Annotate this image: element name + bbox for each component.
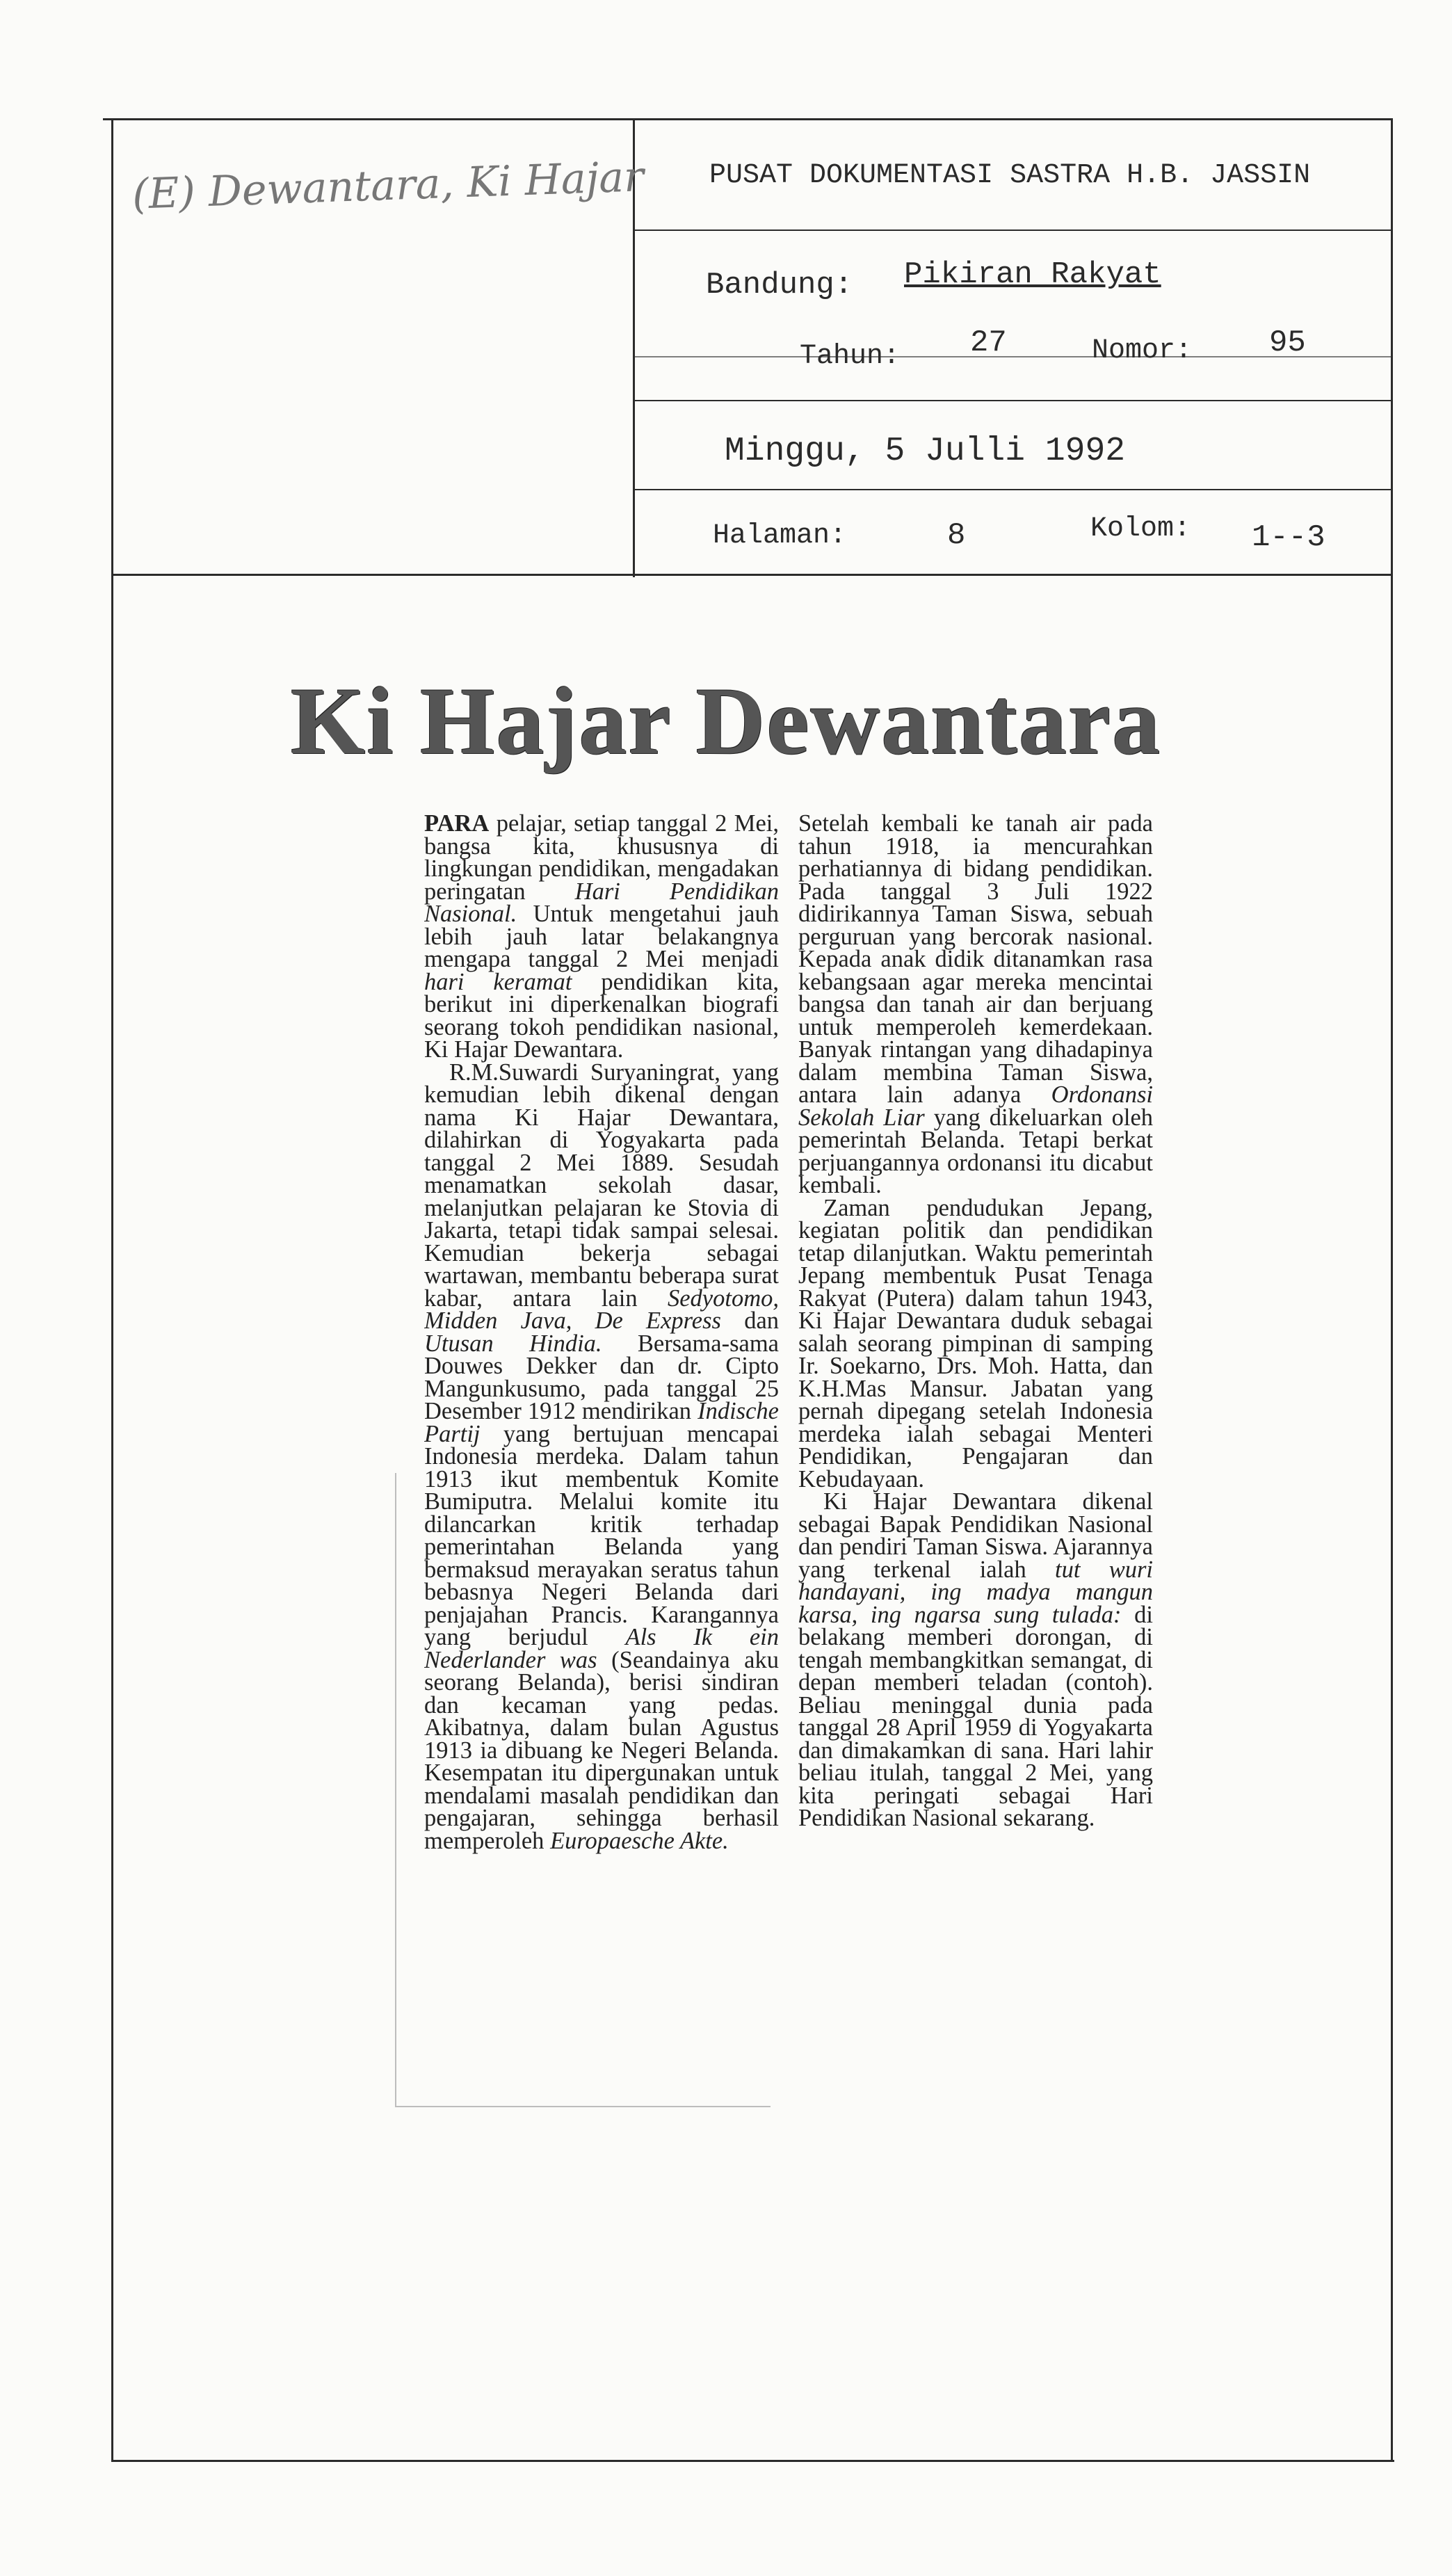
text-italic: hari keramat — [424, 968, 572, 995]
text: Bersama-sama Douwes Dekker dan dr. Cipto Mangunkusumo, pada tanggal 25 Desember 1912 mendirikan — [424, 1330, 779, 1424]
frame-left-line — [111, 118, 113, 2462]
text: Untuk mengetahui jauh lebih jauh latar belakangnya mengapa tanggal 2 Mei menjadi — [424, 901, 779, 972]
text-italic: Utusan Hindia. — [424, 1330, 602, 1357]
text-italic: Sedyotomo, Midden Java, De Express — [424, 1285, 779, 1334]
frame-right-line — [1391, 118, 1393, 2462]
nomor-label: Nomor: — [1092, 335, 1193, 367]
text: dan — [744, 1307, 779, 1334]
kolom-value: 1--3 — [1252, 520, 1325, 555]
header-row-line-3 — [633, 489, 1393, 490]
text-italic: Europaesche Akte. — [550, 1827, 729, 1854]
paragraph — [798, 1490, 1153, 1830]
text: yang bertujuan mencapai Indonesia merdeka. Dalam tahun 1913 ikut membentuk Komite Bumiputra. Melalui komite itu dilancarkan kritik terhadap pemerintahan Belanda yang bermaksud merayakan seratus tahun bebasnya Negeri Belanda dari penjajahan Prancis. Karangannya yang berjudul — [424, 1420, 779, 1650]
text: yang dikeluarkan oleh pemerintah Belanda. Tetapi berkat perjuangannya ordonansi itu dicabut kembali. — [798, 1104, 1153, 1198]
article-title: Ki Hajar Dewantara — [290, 668, 1162, 774]
paragraph — [798, 812, 1153, 1197]
lead-word: PARA — [424, 812, 490, 837]
halaman-label: Halaman: — [713, 520, 847, 552]
halaman-value: 8 — [947, 518, 966, 553]
text-italic: Hari Pendidikan Nasional. — [424, 878, 779, 927]
nomor-value: 95 — [1269, 325, 1306, 360]
text: Setelah kembali ke tanah air pada tahun 1918, ia mencurahkan perhatiannya di bidang pendidikan. Pada tanggal 3 Juli 1922 didirikannya Taman Siswa, sebuah perguruan yang bercorak nasional. Kepada anak didik ditanamkan rasa kebangsaan agar mereka mencintai bangsa dan tanah air dan berjuang untuk memperoleh kemerdekaan. Banyak rintangan yang dihadapinya dalam membina Taman Siswa, antara lain adanya — [798, 812, 1153, 1108]
text: (Seandainya aku seorang Belanda), berisi sindiran dan kecaman yang pedas. Akibatnya, dalam bulan Agustus 1913 ia dibuang ke Negeri Belanda. Kesempatan itu dipergunakan untuk mendalami masalah pendidikan dan pengajaran, sehingga berhasil memperoleh — [424, 1646, 779, 1854]
paragraph — [424, 812, 779, 1061]
paragraph — [424, 1058, 779, 1854]
frame-top-line — [103, 118, 1393, 120]
text: Zaman pendudukan Jepang, kegiatan politik dan pendidikan tetap dilanjutkan. Waktu pemerintah Jepang membentuk Pusat Tenaga Rakyat (Putera) dalam tahun 1943, Ki Hajar Dewantara duduk sebagai salah seorang pimpinan di samping Ir. Soekarno, Drs. Moh. Hatta, dan K.H.Mas Mansur. Jabatan yang pernah dipegang setelah Indonesia merdeka ialah sebagai Menteri Pendidikan, Pengajaran dan Kebudayaan. — [798, 1194, 1153, 1492]
tahun-label: Tahun: — [800, 341, 901, 372]
handwritten-catalog-note: (E) Dewantara, Ki Hajar — [131, 152, 645, 219]
clipping-left-edge — [395, 1473, 396, 2106]
frame-bottom-line — [111, 2460, 1394, 2462]
publication-date: Minggu, 5 Julli 1992 — [725, 433, 1126, 470]
text-italic: Ordonansi Sekolah Liar — [798, 1081, 1153, 1131]
kolom-label: Kolom: — [1090, 513, 1191, 545]
newspaper-name: Pikiran Rakyat — [904, 257, 1161, 292]
tahun-value: 27 — [970, 325, 1007, 360]
city-label: Bandung: — [706, 268, 853, 303]
article-column-2 — [798, 812, 1153, 2113]
text: di belakang memberi dorongan, di tengah membangkitkan semangat, di depan memberi teladan (contoh). Beliau meninggal dunia pada tanggal 28 April 1959 di Yogyakarta dan dimakamkan di sana. Hari lahir beliau itulah, tanggal 2 Mei, yang kita peringati sebagai Hari Pendidikan Nasional sekarang. — [798, 1601, 1153, 1831]
article-column-1 — [424, 812, 779, 2113]
header-row-line-2 — [633, 400, 1393, 401]
text-italic: Indische Partij — [424, 1398, 779, 1447]
text: pelajar, setiap tanggal 2 Mei, bangsa kita, khususnya di lingkungan pendidikan, mengadakan peringatan — [424, 812, 779, 905]
paragraph — [798, 1194, 1153, 1492]
text: Ki Hajar Dewantara dikenal sebagai Bapak Pendidikan Nasional dan pendiri Taman Siswa. Ajarannya yang terkenal ialah — [798, 1488, 1153, 1583]
archive-center-name: PUSAT DOKUMENTASI SASTRA H.B. JASSIN — [709, 160, 1311, 191]
header-row-line-1 — [633, 230, 1393, 231]
header-bottom-line — [111, 574, 1393, 576]
text-italic: tut wuri handayani, ing madya mangun karsa, ing ngarsa sung tulada: — [798, 1556, 1153, 1628]
text: R.M.Suwardi Suryaningrat, yang kemudian lebih dikenal dengan nama Ki Hajar Dewantara, dilahirkan di Yogyakarta pada tanggal 2 Mei 1889. Sesudah menamatkan sekolah dasar, melanjutkan pelajaran ke Stovia di Jakarta, tetapi tidak sampai selesai. Kemudian bekerja sebagai wartawan, membantu beberapa surat kabar, antara lain — [424, 1058, 779, 1312]
text-italic: Als Ik ein Nederlander was — [424, 1624, 779, 1673]
text: pendidikan kita, berikut ini diperkenalkan biografi seorang tokoh pendidikan nasional, Ki Hajar Dewantara. — [424, 968, 779, 1063]
